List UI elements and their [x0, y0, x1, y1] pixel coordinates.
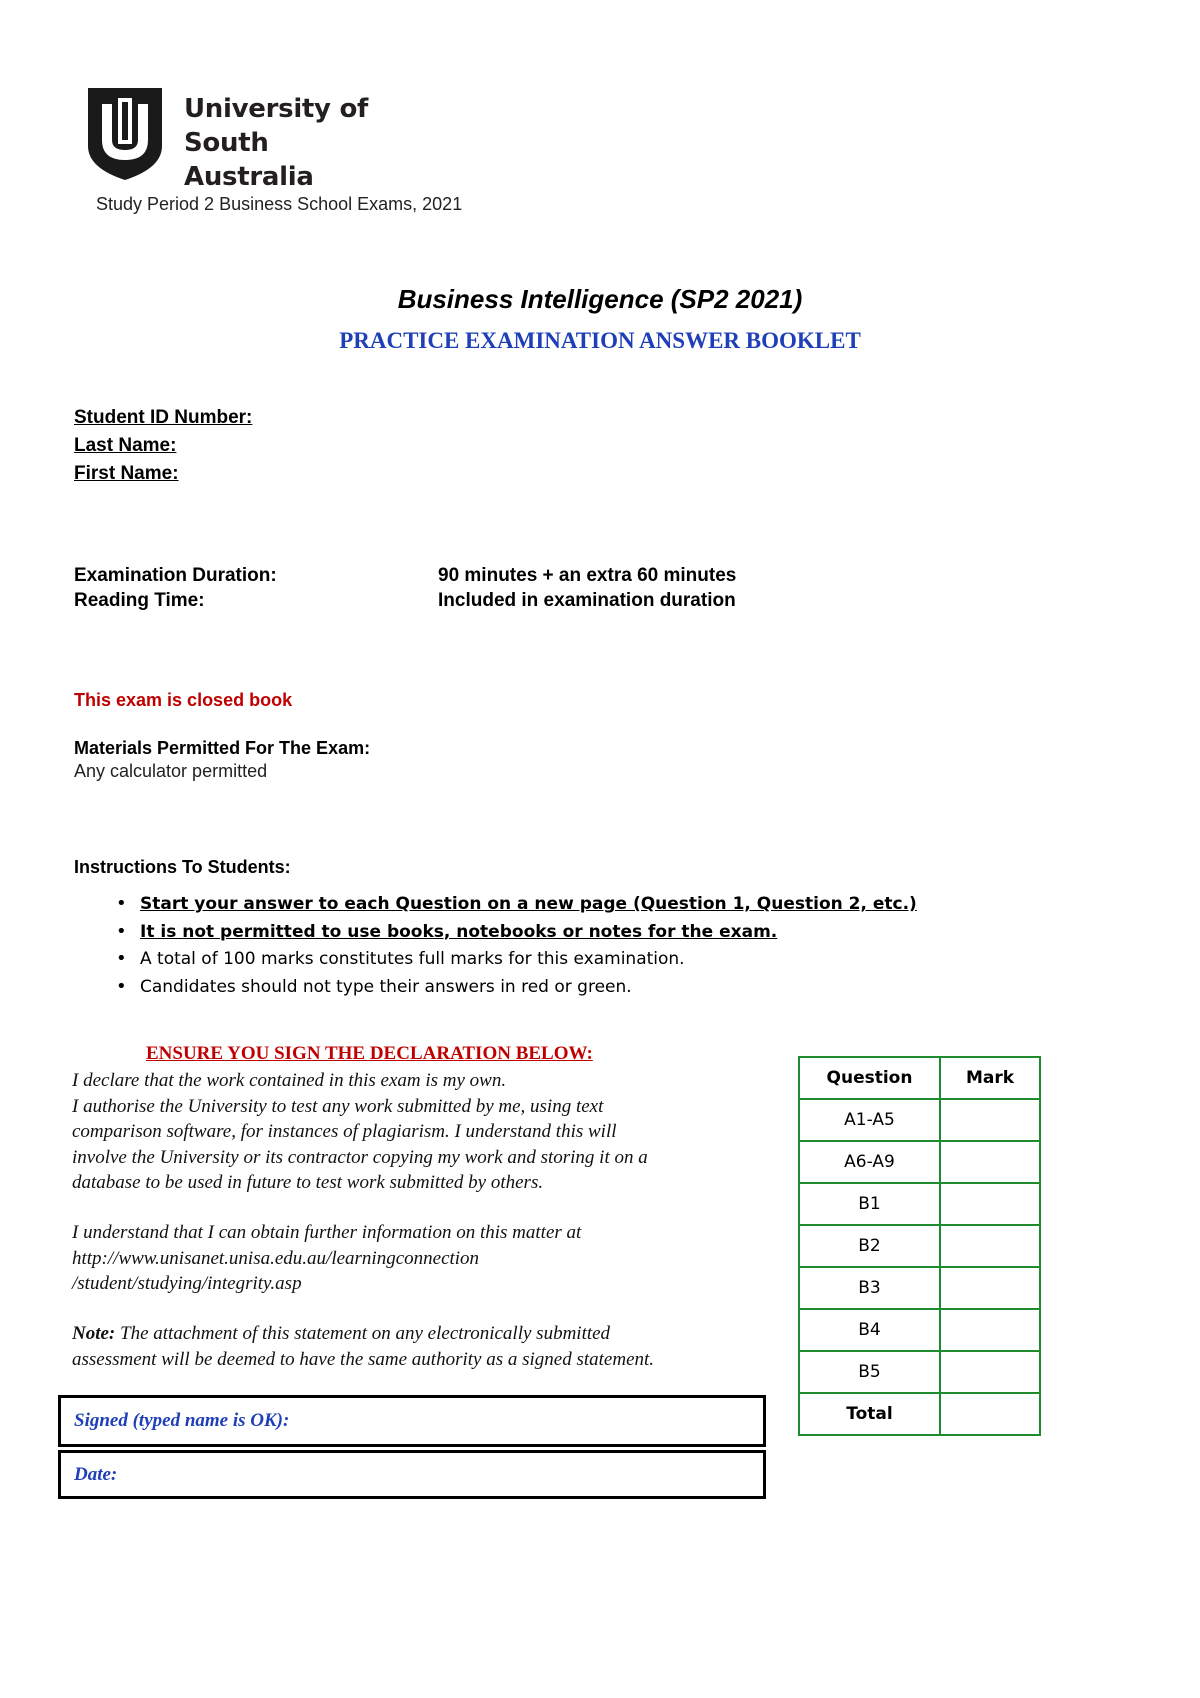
mark-cell[interactable] — [940, 1141, 1040, 1183]
student-id-label: Student ID Number: — [74, 407, 253, 428]
note-label: Note: — [72, 1323, 116, 1344]
booklet-title: PRACTICE EXAMINATION ANSWER BOOKLET — [339, 328, 861, 353]
instruction-item: • A total of 100 marks constitutes full marks for this examination. — [116, 948, 685, 969]
declaration-note: Note: The attachment of this statement on any electronically submitted assessment will be deemed to have the same authority as a signed statement. — [72, 1323, 655, 1370]
first-name-label: First Name: — [74, 463, 179, 484]
declaration-paragraph-2: I understand that I can obtain further information on this matter at http://www.unisanet.unisa.edu.au/learningconnection /student/studying/integrity.asp — [72, 1222, 582, 1294]
question-cell: B5 — [799, 1351, 940, 1393]
instructions-list — [116, 892, 917, 1002]
materials-label: Materials Permitted For The Exam: — [74, 738, 371, 758]
question-cell: B3 — [799, 1267, 940, 1309]
table-row — [799, 1309, 1040, 1351]
duration-label: Examination Duration: — [74, 565, 277, 586]
signed-field[interactable] — [58, 1395, 766, 1447]
mark-cell[interactable] — [940, 1309, 1040, 1351]
question-cell: B1 — [799, 1183, 940, 1225]
duration-value: 90 minutes + an extra 60 minutes — [438, 565, 737, 586]
instruction-item: • Start your answer to each Question on a new page (Question 1, Question 2, etc.) — [116, 893, 917, 914]
question-cell: B4 — [799, 1309, 940, 1351]
table-row — [799, 1141, 1040, 1183]
mark-cell[interactable] — [940, 1267, 1040, 1309]
signed-label: Signed (typed name is OK): — [74, 1410, 290, 1431]
declaration-heading: ENSURE YOU SIGN THE DECLARATION BELOW: — [146, 1043, 593, 1064]
instructions-label: Instructions To Students: — [74, 857, 291, 877]
question-cell: A6-A9 — [799, 1141, 940, 1183]
materials-value: Any calculator permitted — [74, 761, 268, 781]
university-name — [184, 92, 388, 194]
mark-cell[interactable] — [940, 1183, 1040, 1225]
closed-book-notice: This exam is closed book — [74, 690, 293, 710]
bullet-icon: • — [116, 920, 127, 942]
marks-table — [798, 1056, 1041, 1436]
date-label: Date: — [74, 1464, 118, 1485]
instruction-item: • It is not permitted to use books, notebooks or notes for the exam. — [116, 920, 778, 942]
mark-header: Mark — [940, 1057, 1040, 1099]
logo-line-1: University of — [184, 94, 369, 124]
total-mark-cell[interactable] — [940, 1393, 1040, 1435]
course-title: Business Intelligence (SP2 2021) — [397, 284, 803, 314]
bullet-icon: • — [116, 948, 127, 969]
university-logo — [88, 88, 388, 192]
logo-line-2: South Australia — [184, 128, 314, 192]
table-row — [799, 1183, 1040, 1225]
table-row — [799, 1225, 1040, 1267]
reading-time-value: Included in examination duration — [438, 590, 736, 611]
declaration-paragraph-1: I declare that the work contained in this exam is my own. I authorise the University to test any work submitted by me, using text comparison software, for instances of plagiarism. I understand this will involve the University or its contractor copying my work and storing it on a database to be used in future to test work submitted by others. — [72, 1070, 648, 1193]
reading-time-label: Reading Time: — [74, 590, 205, 611]
last-name-label: Last Name: — [74, 435, 177, 456]
table-header-row — [799, 1057, 1040, 1099]
question-cell: A1-A5 — [799, 1099, 940, 1141]
mark-cell[interactable] — [940, 1225, 1040, 1267]
table-row — [799, 1267, 1040, 1309]
total-label: Total — [799, 1393, 940, 1435]
study-period: Study Period 2 Business School Exams, 2021 — [96, 194, 463, 214]
instruction-item: • Candidates should not type their answers in red or green. — [116, 975, 632, 997]
question-cell: B2 — [799, 1225, 940, 1267]
unisa-shield-icon — [88, 88, 162, 180]
question-header: Question — [799, 1057, 940, 1099]
table-row — [799, 1351, 1040, 1393]
date-field[interactable] — [58, 1450, 766, 1499]
table-row — [799, 1099, 1040, 1141]
total-row — [799, 1393, 1040, 1435]
bullet-icon: • — [116, 893, 127, 914]
mark-cell[interactable] — [940, 1099, 1040, 1141]
bullet-icon: • — [116, 975, 127, 997]
mark-cell[interactable] — [940, 1351, 1040, 1393]
